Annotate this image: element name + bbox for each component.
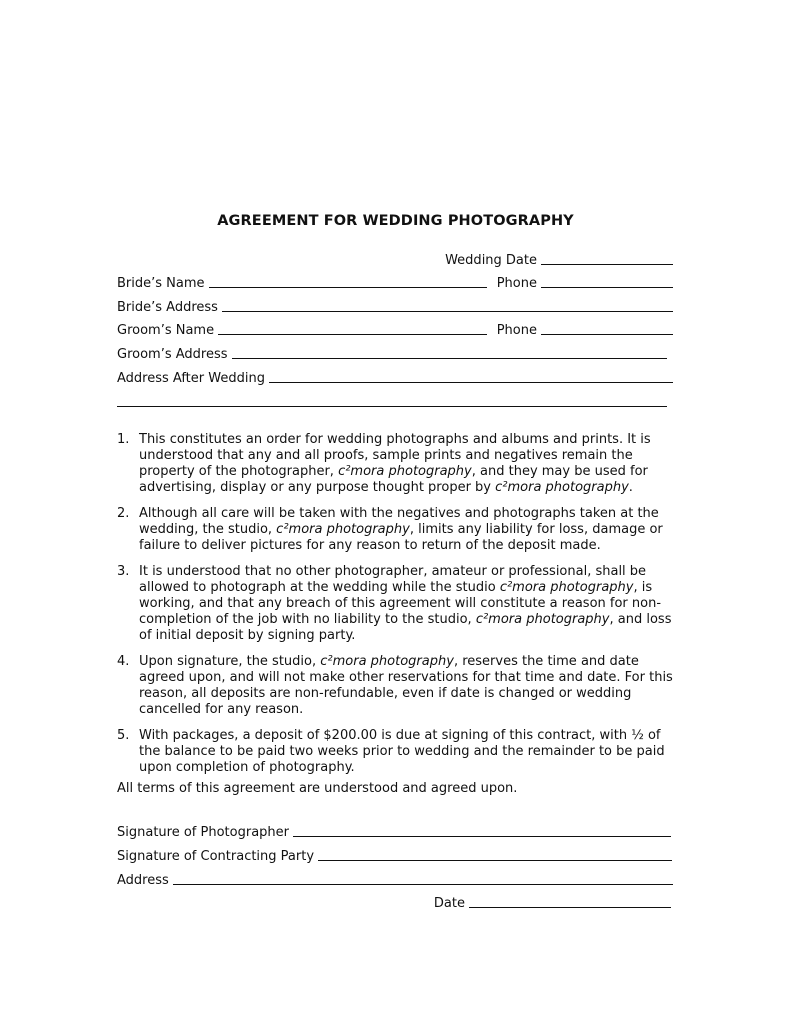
agreement-statement: All terms of this agreement are understood and agreed upon. [117, 781, 518, 796]
address-continuation-row [117, 392, 667, 410]
brides-name-label: Bride’s Name [117, 276, 205, 291]
brides-address-field[interactable] [222, 310, 673, 312]
term-text: , and they may be used for advertising, display or any purpose thought proper by [139, 464, 648, 495]
bride-phone-label: Phone [496, 276, 537, 291]
signature-date-field[interactable] [469, 906, 671, 908]
groom-phone-field[interactable] [541, 333, 673, 335]
term-item [117, 432, 677, 496]
contracting-party-signature-row [117, 846, 672, 864]
contracting-party-signature-label: Signature of Contracting Party [117, 849, 315, 864]
photographer-signature-row [117, 822, 671, 840]
grooms-address-field[interactable] [232, 357, 667, 359]
term-text: This constitutes an order for wedding photographs and albums and prints. It is understood that any and all proofs, sample prints and negatives remain the property of the photographer, [139, 432, 651, 479]
grooms-name-label: Groom’s Name [117, 323, 215, 338]
wedding-date-row [117, 250, 673, 268]
grooms-name-row [117, 320, 673, 338]
brides-name-row [117, 273, 673, 291]
term-text: Upon signature, the studio, [139, 654, 321, 669]
address-after-wedding-label: Address After Wedding [117, 371, 265, 386]
term-text: With packages, a deposit of $200.00 is due at signing of this contract, with ½ of the balance to be paid two weeks prior to wedding and the remainder to be paid upon completion of photography. [139, 728, 665, 775]
wedding-date-field[interactable] [541, 263, 673, 265]
brides-name-field[interactable] [209, 286, 487, 288]
term-text: , reserves the time and date agreed upon, and will not make other reservations for that time and date. For this reason, all deposits are non-refundable, even if date is changed or wedding cancelled for any reason. [139, 654, 673, 717]
term-text: , and loss of initial deposit by signing party. [139, 612, 672, 643]
term-text: , limits any liability for loss, damage or failure to deliver pictures for any reason to return of the deposit made. [139, 522, 663, 553]
term-text: It is understood that no other photographer, amateur or professional, shall be allowed to photograph at the wedding while the studio [139, 564, 647, 595]
signature-address-field[interactable] [173, 883, 673, 885]
term-text: , is working, and that any breach of this agreement will constitute a reason for non-completion of the job with no liability to the studio, [139, 580, 662, 627]
term-item [117, 506, 677, 554]
photographer-signature-label: Signature of Photographer [117, 825, 289, 840]
groom-phone-label: Phone [496, 323, 537, 338]
term-number: 1. [117, 432, 130, 447]
term-number: 2. [117, 506, 130, 521]
address-after-wedding-row [117, 368, 673, 386]
studio-name: c²mora photography [499, 580, 634, 595]
studio-name: c²mora photography [475, 612, 610, 627]
term-item [117, 728, 677, 776]
studio-name: c²mora photography [276, 522, 410, 537]
studio-name: c²mora photography [338, 464, 472, 479]
term-number: 3. [117, 564, 130, 579]
signature-address-row [117, 870, 673, 888]
studio-name: c²mora photography [495, 480, 629, 495]
term-number: 5. [117, 728, 130, 743]
term-item [117, 654, 677, 718]
contracting-party-signature-field[interactable] [318, 859, 672, 861]
term-number: 4. [117, 654, 130, 669]
terms-list [117, 432, 677, 786]
bride-phone-field[interactable] [541, 286, 673, 288]
grooms-address-label: Groom’s Address [117, 347, 228, 362]
wedding-date-label: Wedding Date [445, 253, 537, 268]
signature-date-row [117, 893, 671, 911]
photographer-signature-field[interactable] [293, 835, 671, 837]
address-after-wedding-field[interactable] [269, 381, 673, 383]
document-title: AGREEMENT FOR WEDDING PHOTOGRAPHY [217, 213, 574, 229]
brides-address-row [117, 297, 673, 315]
signature-date-label: Date [433, 896, 465, 911]
grooms-name-field[interactable] [218, 333, 487, 335]
term-text: Although all care will be taken with the negatives and photographs taken at the wedding, the studio, [139, 506, 659, 537]
address-continuation-field[interactable] [117, 405, 667, 407]
brides-address-label: Bride’s Address [117, 300, 218, 315]
signature-address-label: Address [117, 873, 169, 888]
term-item [117, 564, 677, 644]
studio-name: c²mora photography [320, 654, 454, 669]
term-text: . [628, 480, 633, 495]
grooms-address-row [117, 344, 667, 362]
